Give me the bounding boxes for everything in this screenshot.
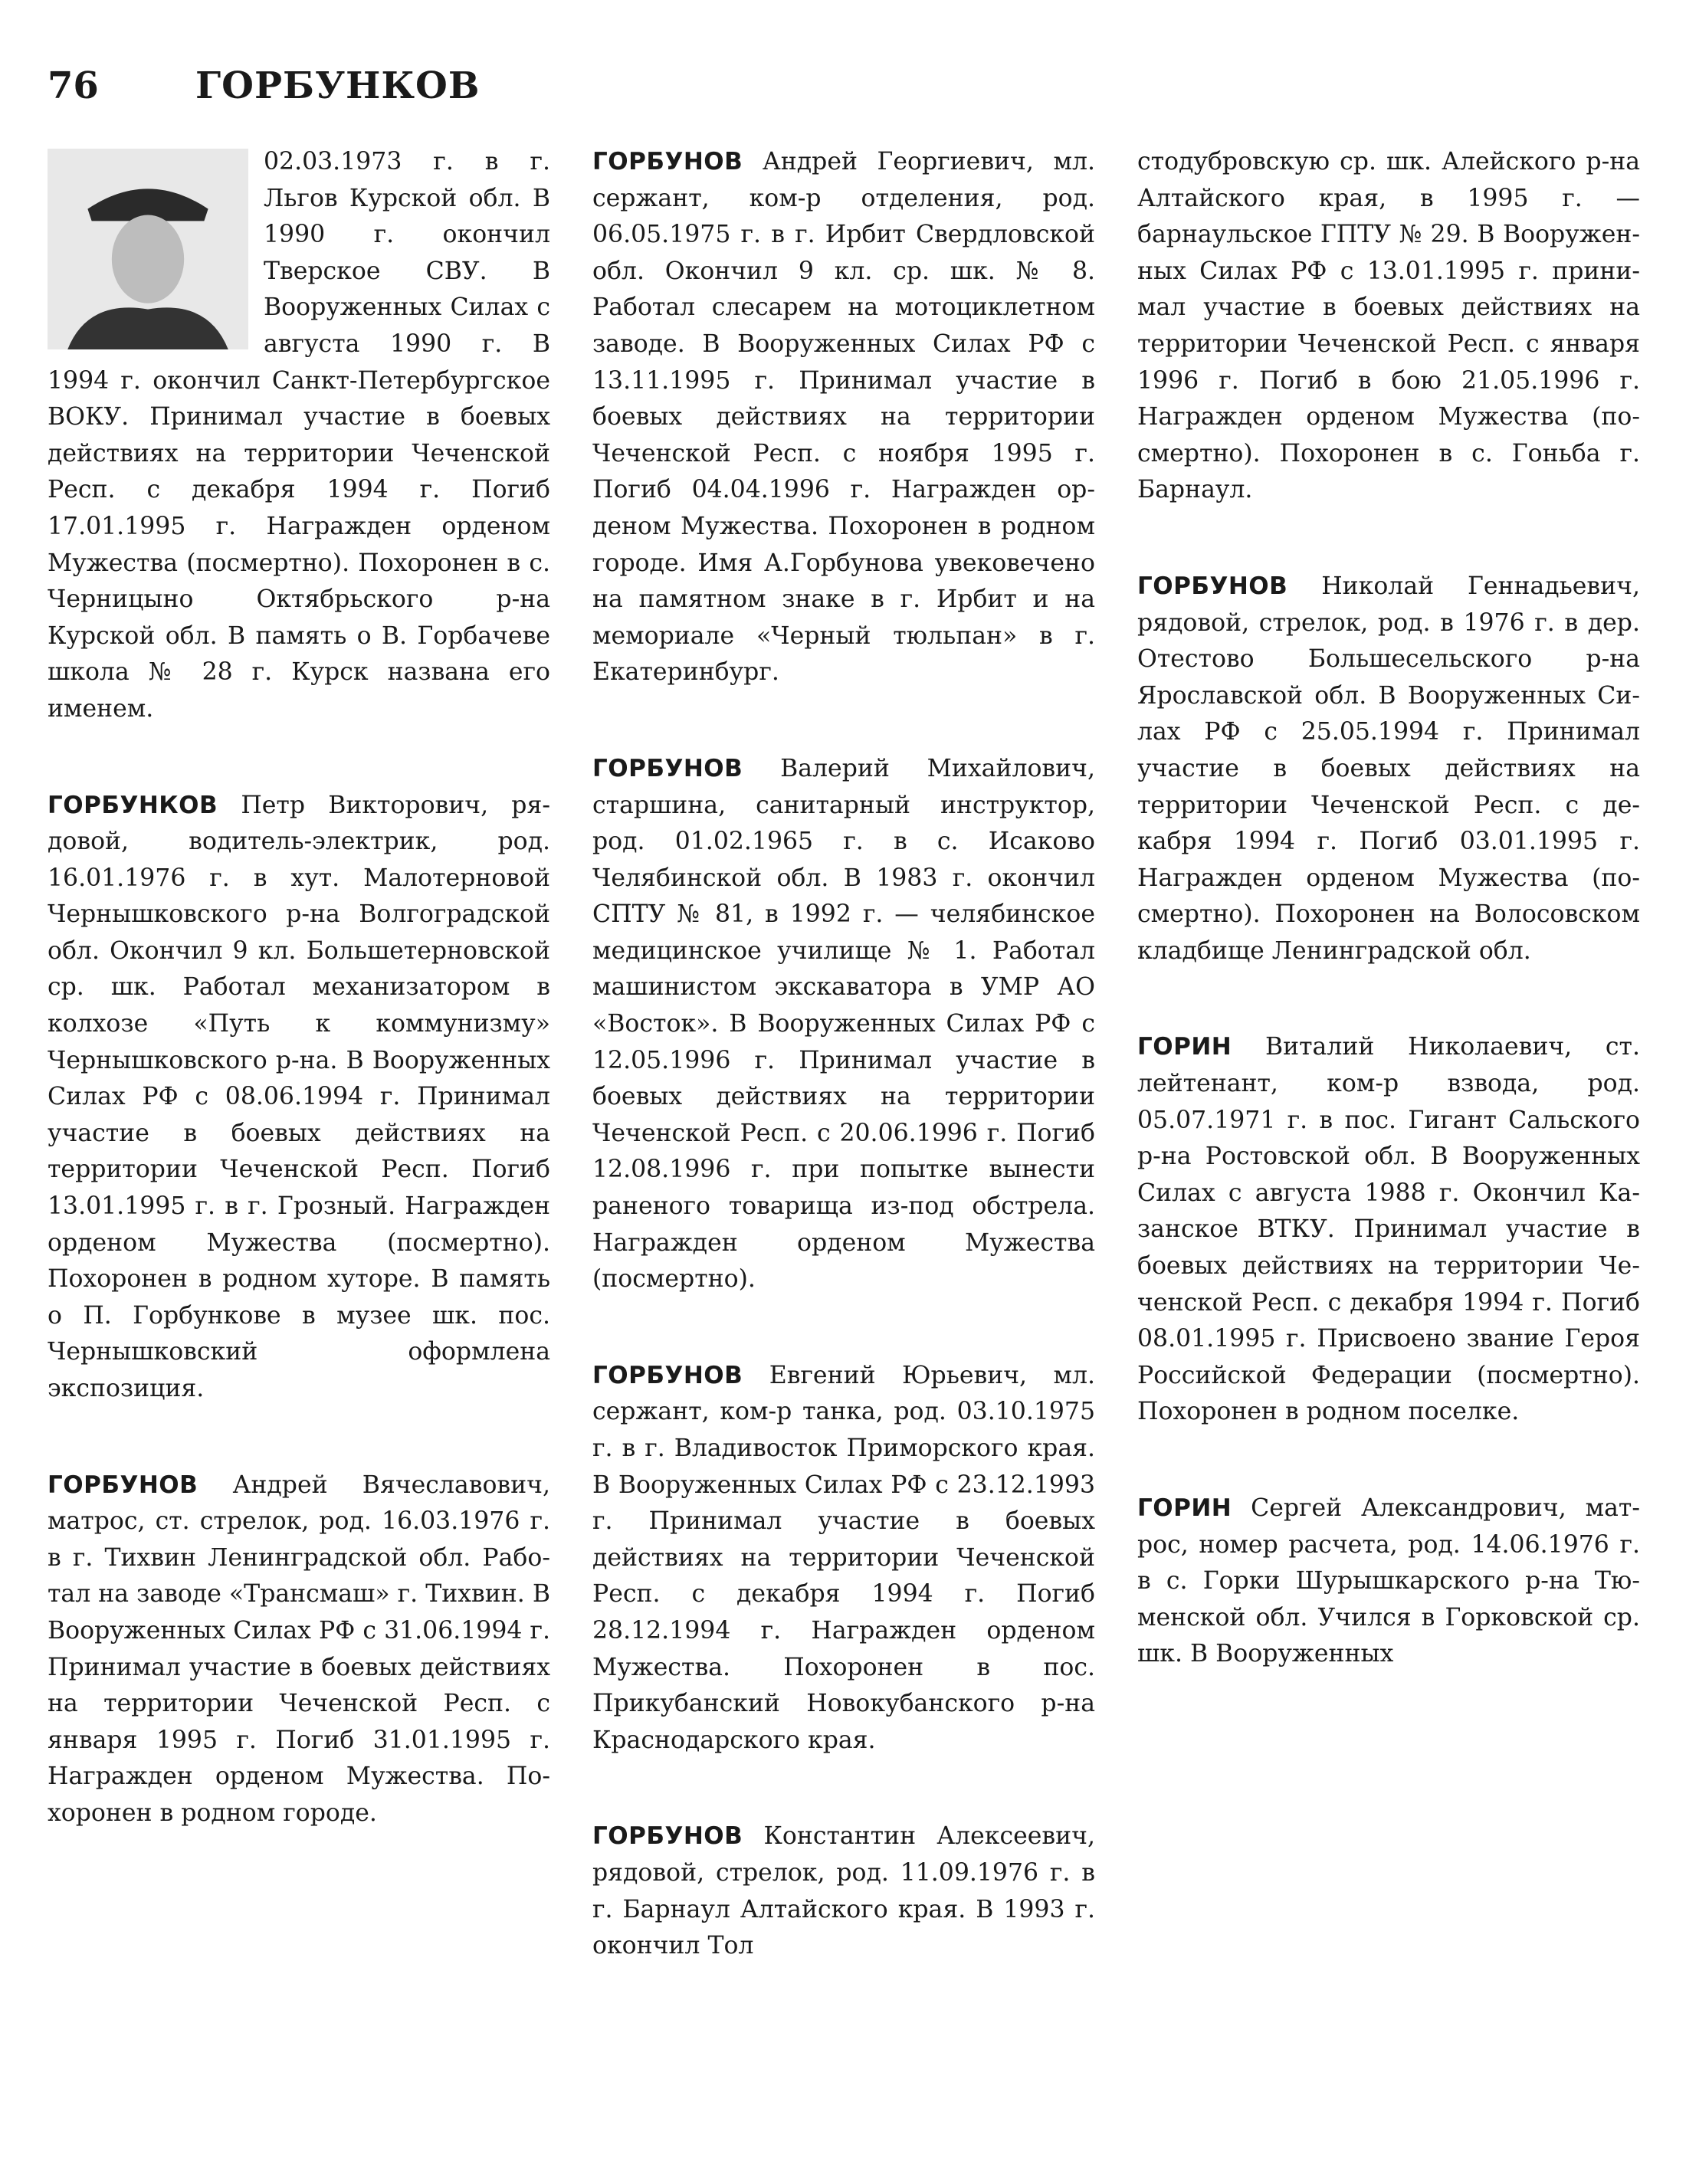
- entry-text: Андрей Вячеславович, матрос, ст. стрелок, род. 16.03.1976 г. в г. Тихвин Ленинградской обл. Работал на заводе «Трансмаш» г. Тихвин. В Вооруженных Силах РФ с 31.06.1994 г. Принимал участие в боевых действиях на территории Чеченской Респ. с января 1995 г. Погиб 31.01.1995 г. Награжден орденом Мужества. Похоронен в родном городе.: [48, 1471, 550, 1827]
- column-3: [1137, 144, 1640, 1733]
- entry-surname: ГОРИН: [1137, 1494, 1232, 1522]
- entry-continuation: [1137, 144, 1640, 509]
- entry-surname: ГОРБУНОВ: [592, 1822, 743, 1851]
- entry-surname: ГОРБУНОВ: [48, 1471, 198, 1499]
- entry-surname: ГОРБУНОВ: [592, 1361, 743, 1389]
- running-title: ГОРБУНКОВ: [195, 64, 481, 107]
- entry-text: Валерий Михайлович, старшина, санитарный инструктор, род. 01.02.1965 г. в с. Исаково Челябинской обл. В 1983 г. окончил СПТУ № 81, в 1992 г. — челябинское медицинское училище № 1. Работал машинистом экскаватора в УМР АО «Восток». В Вооруженных Силах РФ с 12.05.1996 г. Принимал участие в боевых действиях на территории Чеченской Респ. с 20.06.1996 г. Погиб 12.08.1996 г. при попытке вынести раненого товарища из-под обстрела. Награжден орденом Мужества (посмертно).: [592, 754, 1095, 1294]
- entry-text: Евгений Юрьевич, мл. сержант, ком-р танка, род. 03.10.1975 г. в г. Владивосток Приморского края. В Вооруженных Силах РФ с 23.12.1993 г. Принимал участие в боевых действиях на территории Чеченской Респ. с декабря 1994 г. Погиб 28.12.1994 г. Награжден орденом Мужества. Похоронен в пос. Прикубанский Новокубанского р-на Краснодарского края.: [592, 1361, 1095, 1754]
- column-1: [48, 144, 550, 1892]
- entry-gorbunov-evgeniy: [592, 1358, 1095, 1759]
- entry-text: Константин Алексеевич, рядовой, стрелок, род. 11.09.1976 г. в г. Барнаул Алтайского края. В 1993 г. окончил Тол: [592, 1822, 1095, 1960]
- entry-surname: ГОРБУНКОВ: [48, 791, 218, 819]
- entry-surname: ГОРБУНОВ: [592, 754, 743, 782]
- entry-gorbunov-valeriy: [592, 751, 1095, 1298]
- entry-text: Сергей Александрович, матрос, номер расчета, род. 14.06.1976 г. в с. Горки Шурышкарского р-на Тюменской обл. Учился в Горковской ср. шк. В Вооруженных: [1137, 1494, 1640, 1668]
- entry-text: Андрей Георгиевич, мл. сержант, ком-р отделения, род. 06.05.1975 г. в г. Ирбит Свердловской обл. Окончил 9 кл. ср. шк. № 8. Работал слесарем на мотоциклетном заводе. В Вооруженных Силах РФ с 13.11.1995 г. Принимал участие в боевых действиях на территории Чеченской Респ. с ноября 1995 г. Погиб 04.04.1996 г. Награжден орденом Мужества. Похоронен в родном городе. Имя А.Горбунова увековечено на памятном знаке в г. Ирбит и на мемориале «Черный тюльпан» в г. Екатеринбург.: [592, 148, 1096, 687]
- entry-gorbunov-andrey-v: [48, 1467, 550, 1832]
- entry-text: Виталий Николаевич, ст. лейтенант, ком-р взвода, род. 05.07.1971 г. в пос. Гигант Сальского р-на Ростовской обл. В Вооруженных Силах с августа 1988 г. Окончил Казанское ВТКУ. Принимал участие в боевых действиях на территории Чеченской Респ. с декабря 1994 г. Погиб 08.01.1995 г. Присвоено звание Героя Российской Федерации (посмертно). Похоронен в родном поселке.: [1137, 1033, 1641, 1426]
- column-2: [592, 144, 1095, 2025]
- page-number: 76: [48, 64, 99, 107]
- entry-text: Николай Геннадьевич, рядовой, стрелок, род. в 1976 г. в дер. Отестово Большесельского р-на Ярославской обл. В Вооруженных Силах РФ с 25.05.1994 г. Принимал участие в боевых действиях на территории Чеченской Респ. с декабря 1994 г. Погиб 03.01.1995 г. Награжден орденом Мужества (посмертно). Похоронен на Волосовском кладбище Ленинградской обл.: [1137, 572, 1640, 965]
- entry-gorbunkov-petr: [48, 788, 550, 1408]
- entry-surname: ГОРБУНОВ: [592, 148, 743, 175]
- portrait-photo: [48, 149, 248, 349]
- entry-gorin-sergey: [1137, 1490, 1640, 1673]
- entry-gorbunov-nikolay: [1137, 569, 1640, 970]
- entry-text: стодубровскую ср. шк. Алейского р-на Алтайского края, в 1995 г. — барнаульское ГПТУ № 29. В Вооруженных Силах РФ с 13.01.1995 г. принимал участие в боевых действиях на территории Чеченской Респ. с января 1996 г. Погиб в бою 21.05.1996 г. Награжден орденом Мужества (посмертно). Похоронен в с. Гоньба г. Барнаул.: [1137, 148, 1640, 504]
- entry-gorbunov-andrey-g: [592, 144, 1095, 691]
- entry-surname: ГОРИН: [1137, 1033, 1232, 1061]
- entry-surname: ГОРБУНОВ: [1137, 572, 1288, 600]
- entry-text: Петр Викторович, рядовой, водитель-электрик, род. 16.01.1976 г. в хут. Малотерновой Чернышковского р-на Волгоградской обл. Окончил 9 кл. Большетерновской ср. шк. Работал механизатором в колхозе «Путь к коммунизму» Чернышковского р-на. В Вооруженных Силах РФ с 08.06.1994 г. Принимал участие в боевых действиях на территории Чеченской Респ. Погиб 13.01.1995 г. в г. Грозный. Награжден орденом Мужества (посмертно). Похоронен в родном хуторе. В память о П. Горбункове в музее шк. пос. Чернышковский оформлена экспозиция.: [48, 791, 550, 1402]
- entry-gorin-vitaliy: [1137, 1029, 1640, 1431]
- entry-gorbunov-konstantin: [592, 1818, 1095, 1964]
- entry-text: 02.03.1973 г. в г. Льгов Курской обл. В 1990 г. окончил Тверское СВУ. В Вооруженных Силах с августа 1990 г. В 1994 г. окончил Санкт-Петербургское ВОКУ. Принимал участие в боевых действиях на территории Чеченской Респ. с декабря 1994 г. Погиб 17.01.1995 г. Награжден орденом Мужества (посмертно). Похоронен в с. Черницыно Октябрьского р-на Курской обл. В память о В. Горбачеве школа № 28 г. Курск названа его именем.: [48, 148, 550, 723]
- entry-continuation: [48, 144, 550, 728]
